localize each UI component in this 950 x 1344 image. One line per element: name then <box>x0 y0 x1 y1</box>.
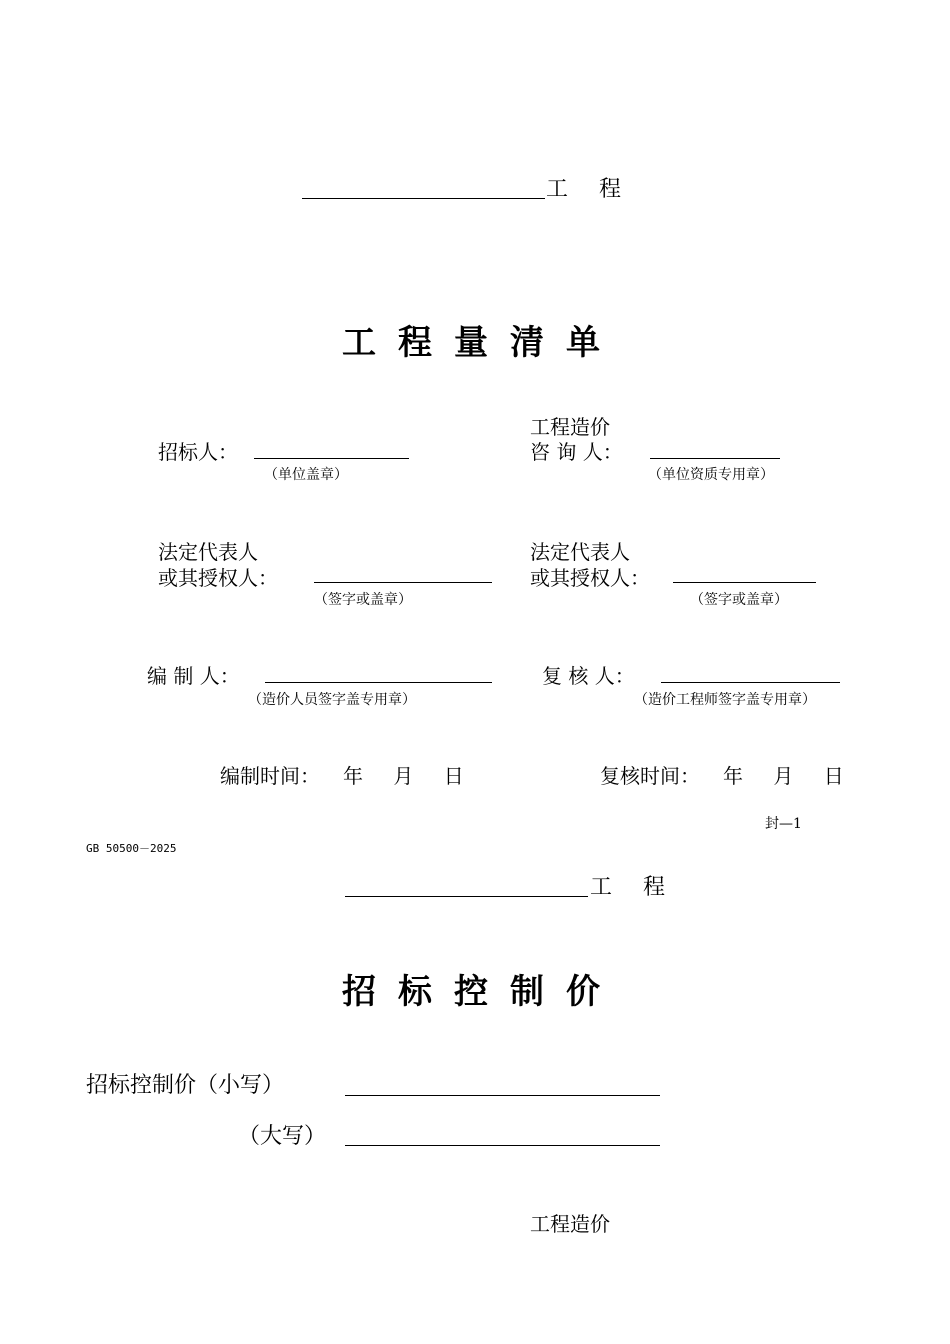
consult-note: （单位资质专用章） <box>648 467 774 483</box>
project-name-line-2 <box>345 896 588 897</box>
price-lower-label: 招标控制价（小写） <box>86 1073 285 1098</box>
consult-label-line1: 工程造价 <box>530 415 610 439</box>
page-title: 工程量清单 <box>342 323 622 363</box>
tenderer-line <box>254 458 409 459</box>
compile-date: 年 月 日 <box>343 764 476 788</box>
compile-time-label: 编制时间： <box>220 764 320 788</box>
standard-code: GB 50500－2025 <box>86 842 177 855</box>
tenderer-label: 招标人： <box>158 440 238 464</box>
reviewer-note: （造价工程师签字盖专用章） <box>634 692 816 708</box>
consult-line <box>650 458 780 459</box>
legal-rep-right-note: （签字或盖章） <box>690 592 788 608</box>
review-date: 年 月 日 <box>723 764 856 788</box>
legal-rep-left-line <box>314 582 492 583</box>
compiler-label: 编 制 人： <box>147 664 240 688</box>
price-upper-line <box>345 1145 660 1146</box>
compiler-line <box>265 682 492 683</box>
tenderer-note: （单位盖章） <box>264 467 348 483</box>
legal-rep-right-line1: 法定代表人 <box>530 540 630 564</box>
consult-label-2: 工程造价 <box>530 1212 610 1236</box>
legal-rep-left-line2: 或其授权人： <box>158 566 278 590</box>
project-name-line <box>302 198 545 199</box>
legal-rep-left-line1: 法定代表人 <box>158 540 258 564</box>
compiler-note: （造价人员签字盖专用章） <box>248 692 416 708</box>
form-code: 封—1 <box>765 816 802 832</box>
review-time-label: 复核时间： <box>600 764 700 788</box>
control-price-title: 招标控制价 <box>342 972 622 1012</box>
reviewer-label: 复 核 人： <box>542 664 635 688</box>
consult-label-line2: 咨 询 人： <box>530 440 623 464</box>
project-suffix: 工 程 <box>546 177 633 202</box>
project-suffix-2: 工 程 <box>590 875 677 900</box>
price-lower-line <box>345 1095 660 1096</box>
price-upper-label: （大写） <box>238 1124 327 1149</box>
legal-rep-right-line <box>673 582 816 583</box>
legal-rep-right-line2: 或其授权人： <box>530 566 650 590</box>
legal-rep-left-note: （签字或盖章） <box>314 592 412 608</box>
reviewer-line <box>661 682 840 683</box>
